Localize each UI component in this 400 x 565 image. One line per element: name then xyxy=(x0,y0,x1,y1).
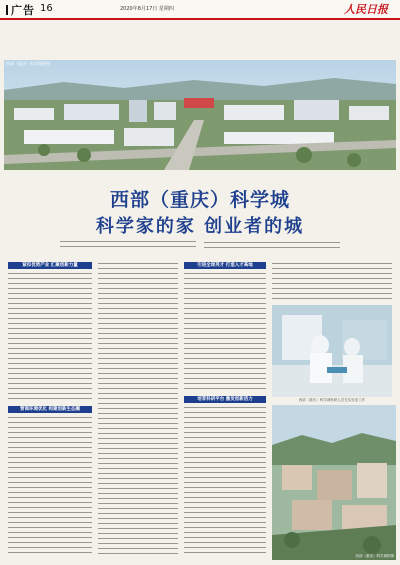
newspaper-logo: 人民日报 xyxy=(344,3,388,16)
aerial-city-photo xyxy=(4,60,396,170)
subhead-3: 营商环境优化 构建创新生态圈 xyxy=(8,406,92,413)
article-column-3a xyxy=(184,272,266,392)
article-column-2 xyxy=(98,262,178,556)
subhead-1: 紧扣优势产业 汇聚创新力量 xyxy=(8,262,92,269)
subhead-4: 培育科研平台 激发创新活力 xyxy=(184,396,266,403)
lab-photo xyxy=(272,305,392,397)
photo-credit: 西部（重庆）科学城供图 xyxy=(6,61,50,66)
intro-text-block xyxy=(60,240,340,258)
section-label xyxy=(6,2,35,18)
headline-main: 西部（重庆）科学城 xyxy=(109,189,290,211)
town-photo-credit: 西部（重庆）科学城供图 xyxy=(355,554,394,558)
article-column-1b xyxy=(8,416,92,556)
issue-date: 2020年8月17日 星期四 xyxy=(120,6,174,12)
article-column-1a xyxy=(8,272,92,402)
town-photo xyxy=(272,405,396,560)
page-number: 16 xyxy=(40,3,53,14)
article-column-4 xyxy=(272,262,392,302)
lab-photo-caption: 西部（重庆）科学城科研人员在实验室工作 xyxy=(298,398,366,402)
subhead-2: 引进全球英才 打造人才高地 xyxy=(184,262,266,269)
section-bar xyxy=(6,5,8,15)
section-text: 广告 xyxy=(11,4,35,17)
headline-sub: 科学家的家 创业者的城 xyxy=(95,216,305,237)
page-header xyxy=(0,0,400,20)
article-column-3b xyxy=(184,406,266,556)
